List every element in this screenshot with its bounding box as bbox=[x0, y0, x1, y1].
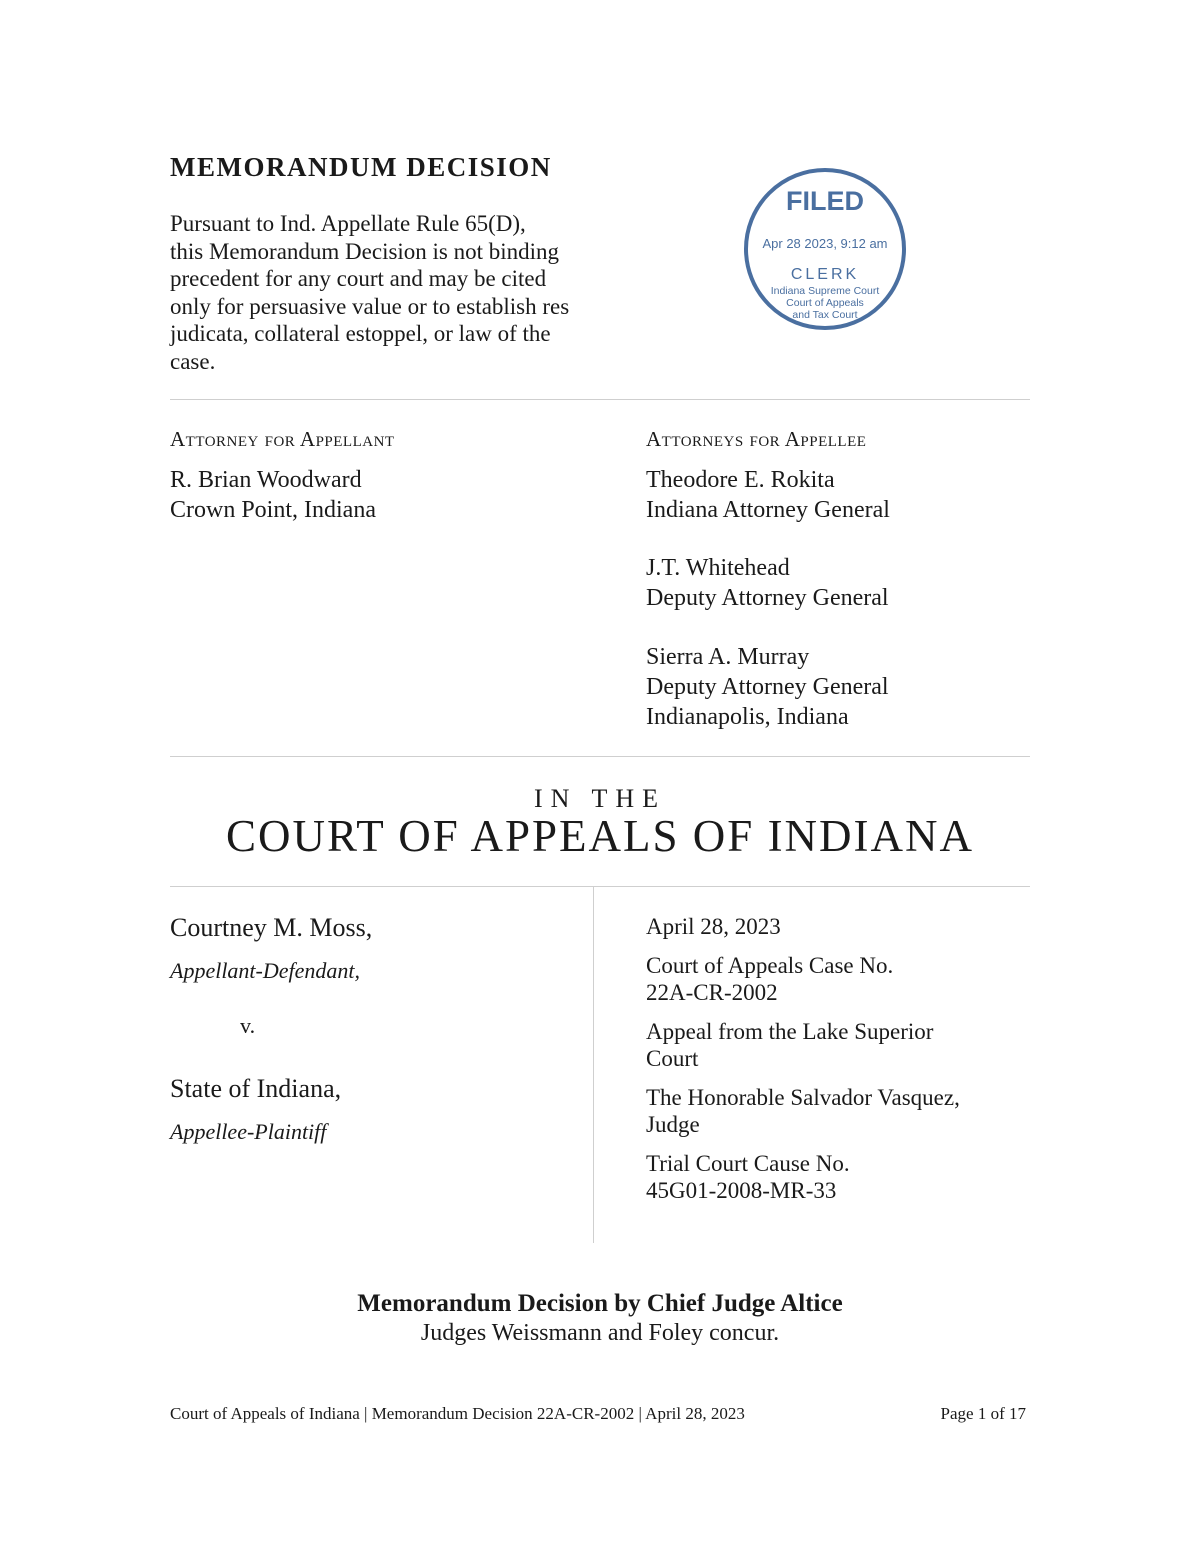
stamp-line: and Tax Court bbox=[792, 309, 858, 321]
counsel-line: Indiana Attorney General bbox=[646, 497, 890, 523]
stamp-datetime: Apr 28 2023, 9:12 am bbox=[762, 236, 888, 251]
counsel-line: Deputy Attorney General bbox=[646, 674, 889, 700]
decision-concur: Judges Weissmann and Foley concur. bbox=[420, 1320, 780, 1346]
notice-line: this Memorandum Decision is not binding bbox=[170, 238, 560, 264]
appellee-name: State of Indiana, bbox=[170, 1074, 342, 1103]
case-line: Judge bbox=[646, 1112, 700, 1137]
counsel-line: R. Brian Woodward bbox=[170, 467, 362, 493]
filed-stamp bbox=[744, 168, 906, 330]
case-line: Trial Court Cause No. bbox=[646, 1151, 850, 1176]
case-line: The Honorable Salvador Vasquez, bbox=[646, 1085, 960, 1110]
divider bbox=[170, 399, 1030, 400]
decision-author: Memorandum Decision by Chief Judge Altice bbox=[357, 1290, 843, 1317]
appellant-counsel-block bbox=[170, 465, 376, 525]
notice-line: precedent for any court and may be cited bbox=[170, 266, 547, 291]
appeal-from bbox=[646, 1018, 933, 1072]
stamp-line: Indiana Supreme Court bbox=[770, 285, 880, 297]
court-prefix: IN THE bbox=[533, 784, 666, 813]
appellee-role: Appellee-Plaintiff bbox=[170, 1119, 327, 1144]
appellee-counsel-group bbox=[646, 553, 889, 613]
counsel-line: Indianapolis, Indiana bbox=[646, 704, 849, 730]
appellee-counsel-group bbox=[646, 642, 889, 732]
appellee-counsel-heading: Attorneys for Appellee bbox=[646, 427, 867, 451]
case-line: Court bbox=[646, 1046, 699, 1071]
stamp-line: Court of Appeals bbox=[786, 297, 864, 309]
counsel-line: Theodore E. Rokita bbox=[646, 467, 835, 493]
appellant-role: Appellant-Defendant, bbox=[170, 958, 361, 983]
case-line: Court of Appeals Case No. bbox=[646, 953, 894, 978]
decision-date bbox=[646, 913, 781, 940]
trial-cause-number bbox=[646, 1150, 850, 1204]
case-number bbox=[646, 952, 893, 1006]
stamp-clerk: CLERK bbox=[790, 266, 860, 283]
footer-citation: Court of Appeals of Indiana | Memorandum Decision 22A-CR-2002 | April 28, 2023 bbox=[170, 1404, 745, 1423]
trial-judge bbox=[646, 1084, 960, 1138]
counsel-line: Crown Point, Indiana bbox=[170, 497, 376, 523]
appellant-name: Courtney M. Moss, bbox=[170, 913, 373, 942]
counsel-line: Deputy Attorney General bbox=[646, 585, 889, 611]
date-text: April 28, 2023 bbox=[646, 914, 781, 939]
memo-notice bbox=[170, 210, 610, 375]
versus: v. bbox=[240, 1013, 256, 1038]
appellant-counsel-heading: Attorney for Appellant bbox=[170, 427, 395, 451]
divider bbox=[170, 756, 1030, 757]
divider bbox=[170, 886, 1030, 887]
appellee-counsel-group bbox=[646, 465, 890, 525]
page-number: Page 1 of 17 bbox=[940, 1404, 1026, 1423]
notice-line: case. bbox=[170, 348, 216, 374]
case-line: 22A-CR-2002 bbox=[646, 980, 778, 1005]
memo-title: MEMORANDUM DECISION bbox=[170, 152, 552, 182]
case-line: Appeal from the Lake Superior bbox=[646, 1019, 934, 1044]
case-line: 45G01-2008-MR-33 bbox=[646, 1178, 837, 1203]
notice-line: Pursuant to Ind. Appellate Rule 65(D), bbox=[170, 211, 526, 236]
counsel-line: J.T. Whitehead bbox=[646, 555, 790, 581]
stamp-status: FILED bbox=[786, 186, 864, 216]
column-divider bbox=[593, 887, 594, 1243]
notice-line: only for persuasive value or to establish res bbox=[170, 293, 570, 319]
counsel-line: Sierra A. Murray bbox=[646, 644, 810, 670]
notice-line: judicata, collateral estoppel, or law of the bbox=[170, 321, 551, 346]
court-name: COURT OF APPEALS OF INDIANA bbox=[225, 811, 975, 861]
